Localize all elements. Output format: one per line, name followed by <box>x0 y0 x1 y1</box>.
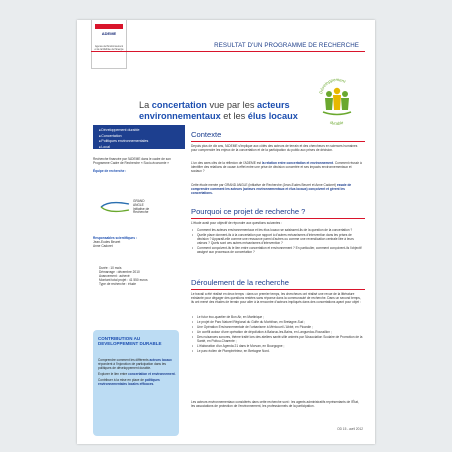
svg-text:Développement <box>318 77 347 94</box>
logo-bar <box>95 24 123 29</box>
section-heading-contexte: Contexte <box>191 130 222 139</box>
title-part: vue par les <box>206 100 257 110</box>
deroulement-paragraph-2: Les acteurs environnementaux considérés dans cette recherche sont : les agents administratifs représentants de l'État, les associations de protection de l'environnement, les professionnels de la participation. <box>191 400 359 408</box>
contribution-paragraph: Explorer le lien entre concertation et environnement. <box>98 372 176 376</box>
contribution-heading: CONTRIBUTION AU DEVELOPPEMENT DURABLE <box>98 336 162 347</box>
contexte-paragraph-1: Depuis plus de dix ans, l'ADEME s'implique aux côtés des acteurs de terrain et des chercheurs en sciences humaines pour comprendre les enjeux de la concertation et de la participation du public aux prises de décision. <box>191 144 358 152</box>
contribution-paragraph: Comprendre comment les différents acteurs locaux répondent à l'injonction de participation dans les politiques de développement durable. <box>98 358 172 370</box>
list-item: • Quelle place donnent-ils à la concertation par rapport à d'autres mécanismes d'intervention dans les prises de décision ? Apparaît-elle comme une ressource parmi d'autres ou comme une revendication centrale liée à leurs valeurs ? Quels sont ces autres mécanismes d'intervention ? <box>191 233 363 245</box>
pourquoi-intro: L'étude avait pour objectif de répondre aux questions suivantes : <box>191 221 282 225</box>
resp-name: Jean-Eudes Beuret <box>93 240 121 244</box>
title-highlight: concertation <box>151 100 207 110</box>
document-page <box>77 20 375 444</box>
header-title: RESULTAT D'UN PROGRAMME DE RECHERCHE <box>214 42 359 49</box>
list-item: • Une Opération Environnementale de l'urbanisme à Méricourt L'Abbé, en Picardie ; <box>191 325 363 329</box>
meta-progress: Avancement : achevé <box>99 274 130 278</box>
title-highlight: élus locaux <box>247 111 298 121</box>
keyword-item: ■ Politiques environnementales <box>99 139 185 145</box>
keyword-item: ■ Concertation <box>99 134 185 140</box>
contexte-paragraph-2: L'un des axes clés de la réflexion de l'ADEME est la relation entre concertation et environnement. Comment réussir à identifier des relations de cause à effet entre une prise de décision concertée et ses impacts environnementaux et sociaux ? <box>191 161 362 173</box>
funding-text: Recherche financée par l'ADEME dans le cadre de son Programme Cadre de Recherche « Socio-économie » <box>93 157 171 165</box>
grand-angle-text: GRAND ANGLE Initiative de Recherche <box>133 199 150 215</box>
keyword-box <box>93 125 185 149</box>
list-item: • Le futur éco-quartier de Bon Air, en Martinique ; <box>191 315 363 319</box>
site-list <box>191 315 363 354</box>
meta-start: Démarrage : décembre 2010 <box>99 270 140 274</box>
list-item: • Des nuisances sonores, thème traité lors des ateliers santé-ville animés par l'Association Scolaire de Promotion de la Santé, en Poitou-Charente ; <box>191 335 363 343</box>
header-divider <box>91 51 365 52</box>
keyword-item: ■ Développement durable <box>99 128 185 134</box>
question-list <box>191 228 363 255</box>
meta-amount: Montant total projet : 41 550 euros <box>99 278 148 282</box>
keyword-item: ■ Local <box>99 145 185 151</box>
svg-text:durable <box>329 120 344 126</box>
list-item: • Le parc éolien de Plamphétrieur, en Bretagne Nord. <box>191 349 363 353</box>
list-item: • Comment les acteurs environnementaux et les élus locaux se saisissent-ils de la question de la concertation ? <box>191 228 363 232</box>
eco-logo-top-text: Développement <box>318 76 347 95</box>
section-heading-pourquoi: Pourquoi ce projet de recherche ? <box>191 207 306 216</box>
title-part: La <box>139 100 152 110</box>
title-highlight: acteurs environnementaux <box>139 100 290 121</box>
logo-wordmark: ADEME <box>101 31 117 36</box>
section-heading-deroulement: Déroulement de la recherche <box>191 278 289 287</box>
list-item: • Un conflit autour d'une opération de dépollution à Balaruc-les-Bains, en Languedoc-Roussillon ; <box>191 330 363 334</box>
section-divider <box>191 218 365 219</box>
document-reference: OD 15 - avril 2012 <box>337 427 363 431</box>
meta-duration: Durée : 10 mois <box>99 266 122 270</box>
people-icon <box>323 88 351 115</box>
project-meta <box>99 266 181 286</box>
contribution-body <box>98 358 176 388</box>
scientific-leads <box>93 236 175 248</box>
eco-logo-bottom-text: durable <box>329 119 344 126</box>
contribution-panel <box>93 330 179 436</box>
document-title <box>139 100 319 122</box>
sustainable-development-logo <box>317 70 357 128</box>
section-divider <box>191 289 365 290</box>
contexte-paragraph-3: Cette étude menée par GRAND ANGLE (initiative de Recherche (Jean-Eudes Beuret et Anne Cadoret) essaie de comprendre comment les acteurs (acteurs environnementaux et élus locaux) conçoivent et gèrent les concertations. <box>191 183 352 195</box>
meta-type: Type de recherche : étude <box>99 282 137 286</box>
logo-subtitle: Agence de l'Environnement et de la Maîtrise de l'Energie <box>94 46 124 51</box>
team-label: Équipe de recherche : <box>93 169 127 173</box>
contribution-paragraph: Contribuer à la mise en place de politiques environnementales locales efficaces. <box>98 378 160 386</box>
list-item: • Comment conçoivent-ils le lien entre concertation et environnement ? En particulier, comment conçoivent-ils l'objectif assigné aux processus de concertation ? <box>191 246 363 254</box>
ademe-logo <box>91 20 127 69</box>
title-part: et les <box>220 111 248 121</box>
resp-label: Responsables scientifiques : <box>93 236 137 240</box>
project-info-sidebar <box>93 157 175 173</box>
section-divider <box>191 141 365 142</box>
grand-angle-icon <box>99 200 131 214</box>
list-item: • Le projet de Parc Naturel Régional du Golfe du Morbihan, en Bretagne-Sud ; <box>191 320 363 324</box>
list-item: • L'élaboration d'un Agenda 21 dans le Morvan, en Bourgogne ; <box>191 344 363 348</box>
deroulement-paragraph-1: Le travail a été réalisé en deux temps : dans un premier temps, les chercheurs ont réalisé une revue de la littérature existante pour dégager des questions restées sans réponse dans la communauté de recherche. Dans un second temps, ils ont mené des études de terrain pour aller à la rencontre d'acteurs impliqués dans des concertations ayant pour objet : <box>191 292 361 304</box>
grand-angle-logo <box>99 198 161 220</box>
resp-name: Anne Cadoret <box>93 244 113 248</box>
